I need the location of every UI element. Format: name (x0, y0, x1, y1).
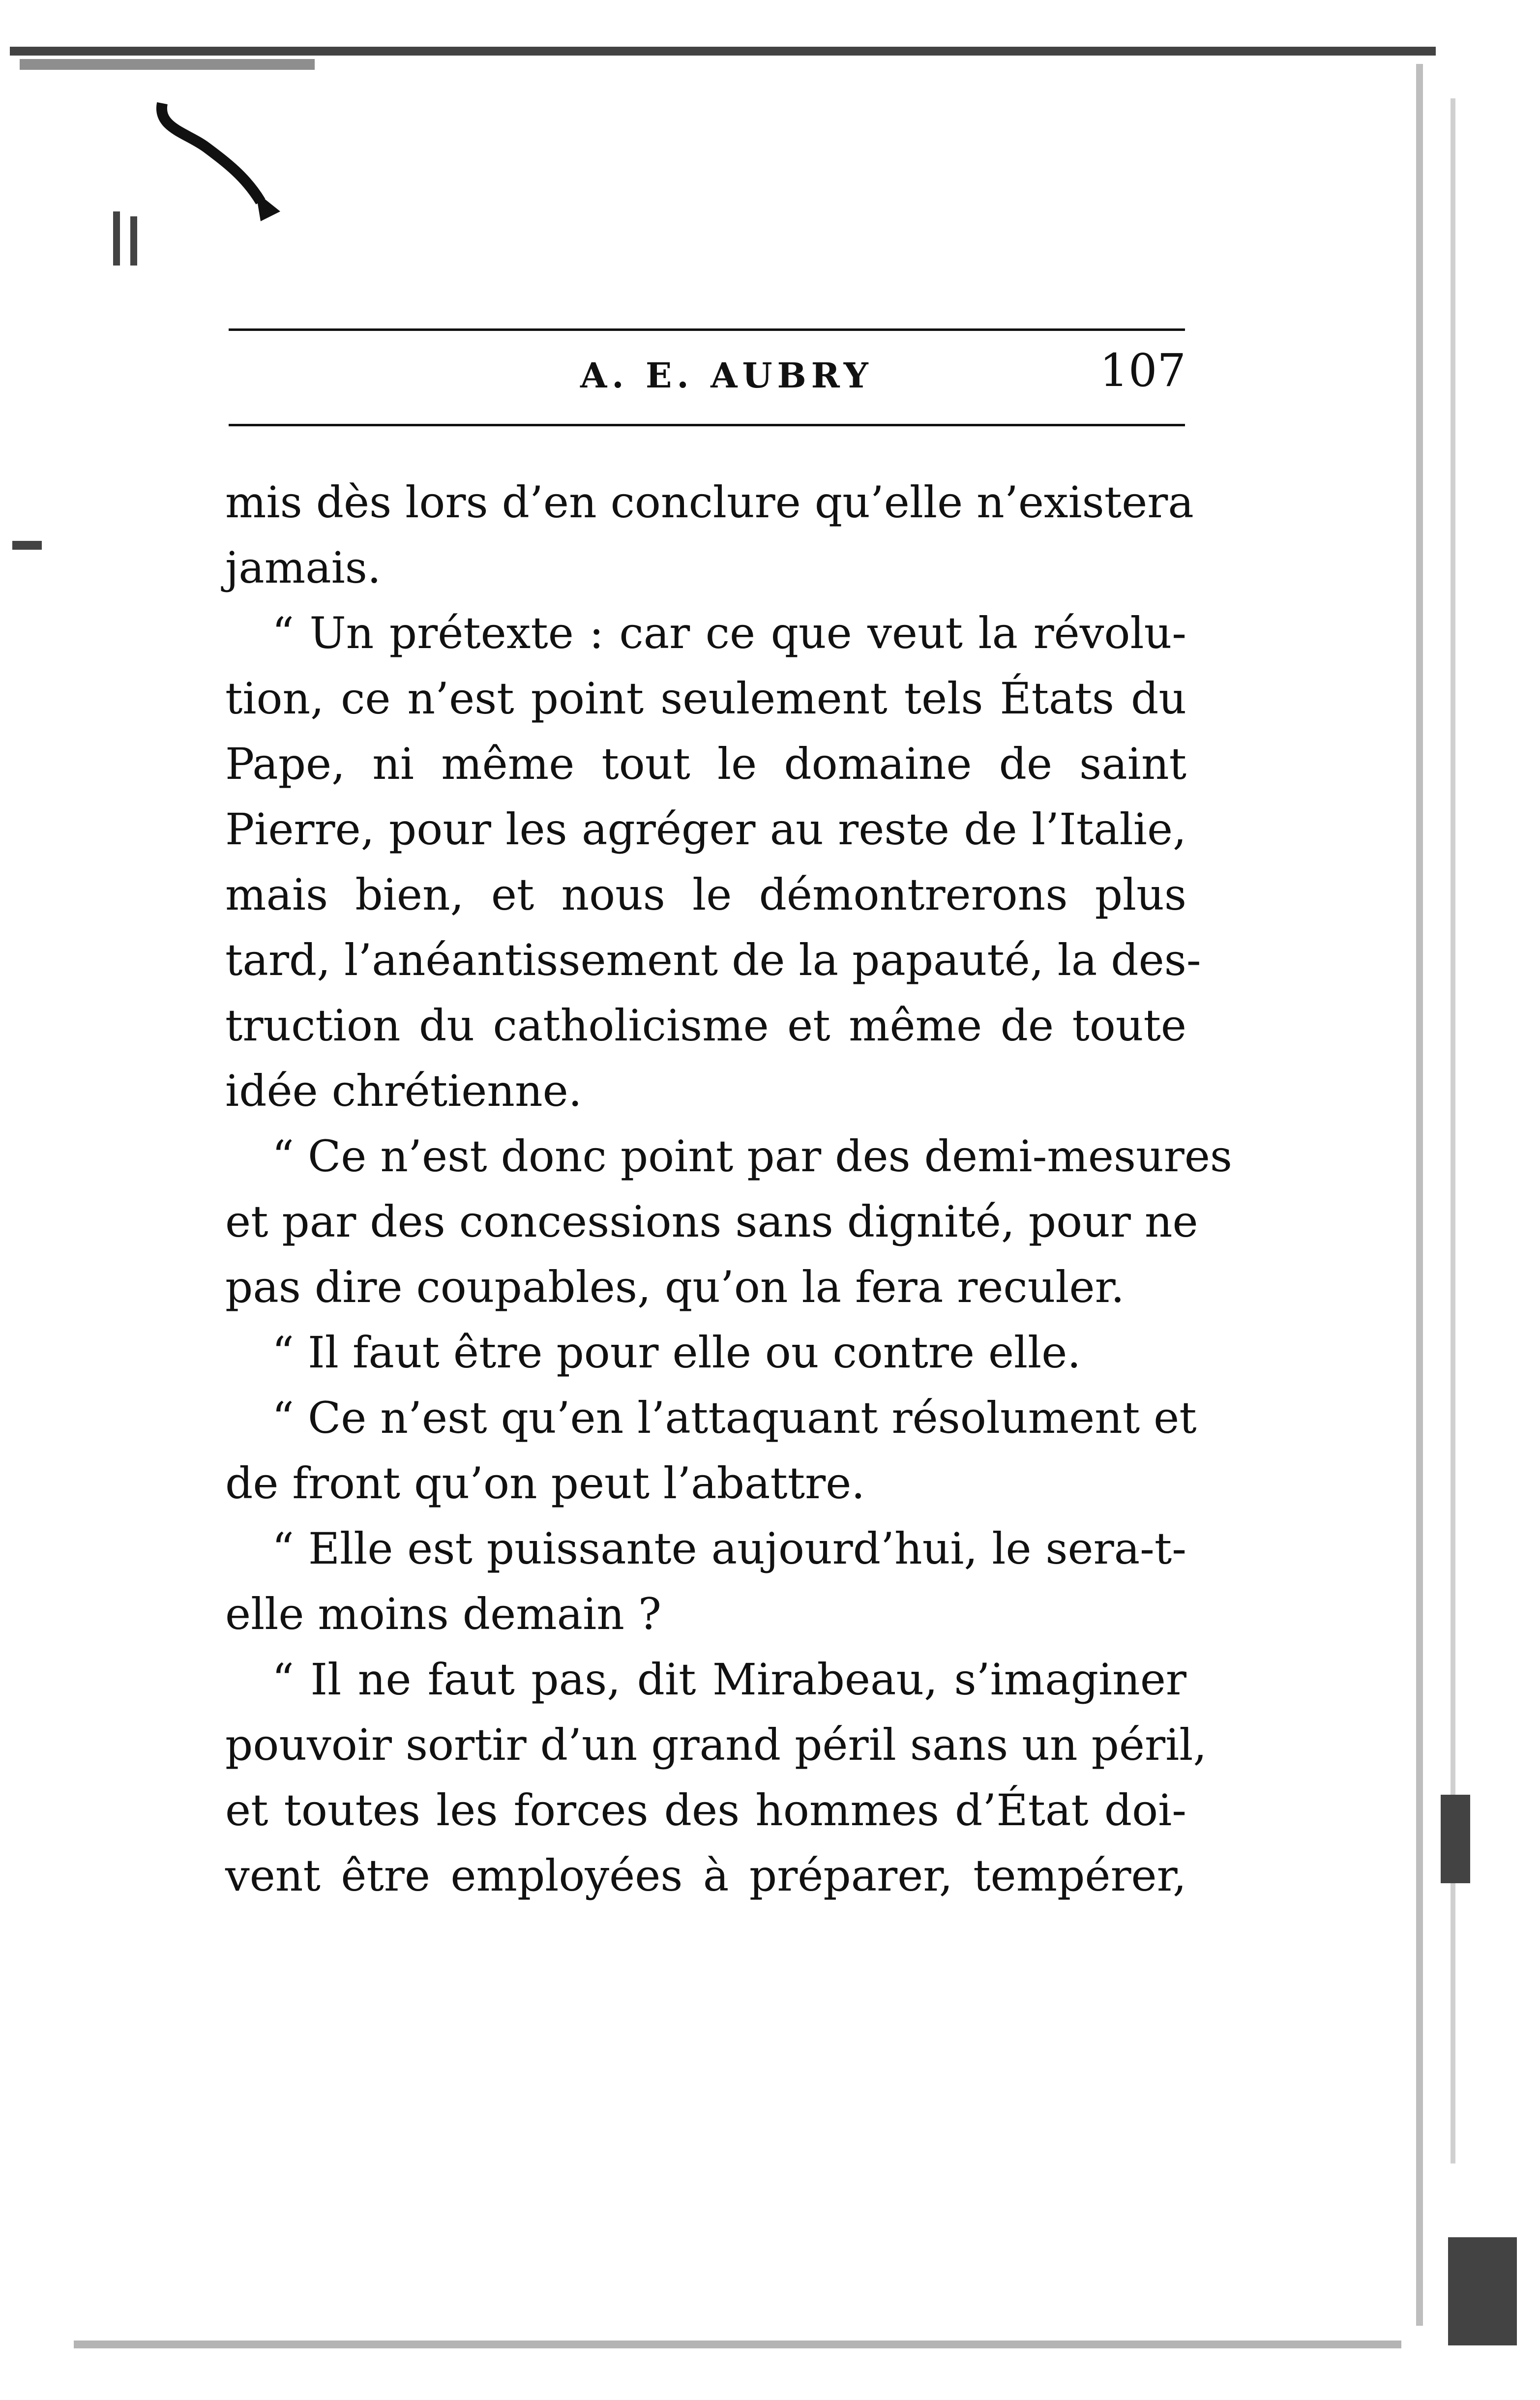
text-line: et par des concessions sans dignité, pour ne (225, 1196, 1198, 1247)
text-line: tard, l’anéantissement de la papauté, la des- (225, 935, 1201, 985)
text-line: “ Ce n’est donc point par des demi-mesures (272, 1131, 1233, 1182)
text-line: Pierre, pour les agréger au reste de l’Italie, (225, 804, 1186, 855)
text-line: pas dire coupables, qu’on la fera reculer. (225, 1262, 1125, 1312)
text-line: “ Ce n’est qu’en l’attaquant résolument et (272, 1393, 1197, 1443)
text-line: “ Il ne faut pas, dit Mirabeau, s’imaginer (272, 1654, 1186, 1705)
text-line: jamais. (225, 542, 381, 593)
text-line: truction du catholicisme et même de toute (225, 1000, 1186, 1051)
text-line: et toutes les forces des hommes d’État doi- (225, 1785, 1186, 1836)
text-line: pouvoir sortir d’un grand péril sans un péril, (225, 1719, 1207, 1770)
header-rule-top (229, 328, 1185, 331)
page-number: 107 (1099, 344, 1186, 397)
text-line: “ Un prétexte : car ce que veut la révolu- (272, 608, 1186, 658)
text-line: “ Elle est puissante aujourd’hui, le sera-t- (272, 1523, 1186, 1574)
text-line: tion, ce n’est point seulement tels États du (225, 673, 1186, 724)
text-line: de front qu’on peut l’abattre. (225, 1458, 865, 1509)
text-line: mais bien, et nous le démontrerons plus (225, 869, 1186, 920)
text-line: vent être employées à préparer, tempérer, (225, 1850, 1186, 1901)
running-head: A. E. AUBRY (580, 355, 873, 396)
text-line: mis dès lors d’en conclure qu’elle n’existera (225, 477, 1194, 528)
text-line: “ Il faut être pour elle ou contre elle. (272, 1327, 1081, 1378)
header-rule-bottom (229, 424, 1185, 426)
text-line: elle moins demain ? (225, 1589, 662, 1639)
text-line: Pape, ni même tout le domaine de saint (225, 739, 1186, 789)
body-text (225, 470, 1233, 1908)
text-line: idée chrétienne. (225, 1066, 582, 1116)
